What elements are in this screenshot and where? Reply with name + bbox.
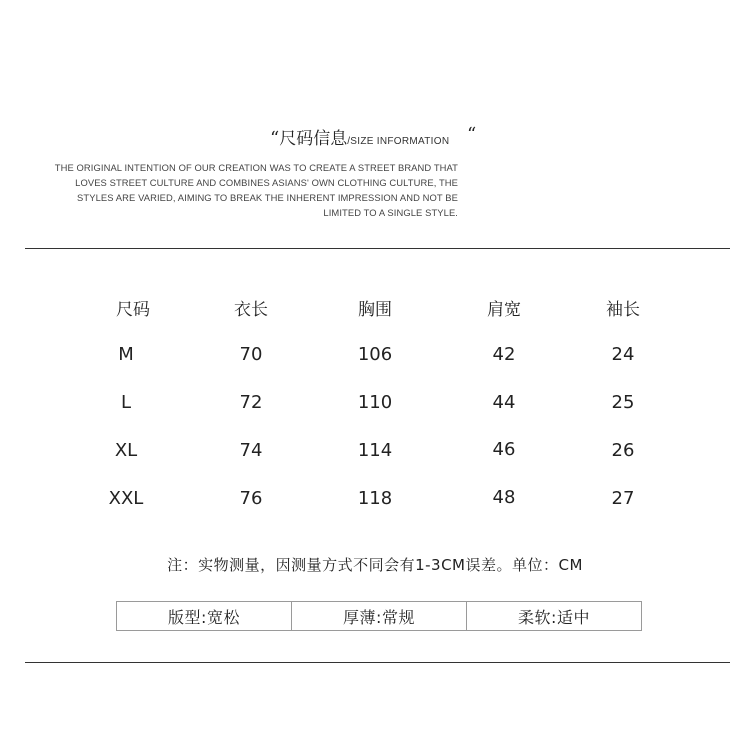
header-length: 衣长 — [234, 300, 268, 320]
header-size: 尺码 — [116, 300, 150, 320]
title-chinese: 尺码信息 — [279, 129, 348, 149]
cell-sleeve: 24 — [611, 344, 635, 365]
open-quote: “ — [270, 128, 280, 149]
cell-length: 76 — [239, 488, 263, 509]
intro-line: LOVES STREET CULTURE AND COMBINES ASIANS' OWN CLOTHING CULTURE, THE — [75, 177, 458, 188]
cell-sleeve: 26 — [611, 440, 635, 461]
cell-size: M — [118, 344, 134, 365]
cell-chest: 106 — [357, 344, 393, 365]
bottom-divider — [25, 662, 730, 663]
page-title — [270, 124, 449, 149]
cell-sleeve: 27 — [611, 488, 635, 509]
attribute-thickness: 厚薄:常规 — [291, 602, 466, 630]
cell-size: XXL — [108, 488, 144, 509]
attribute-softness: 柔软:适中 — [466, 602, 641, 630]
header-chest: 胸围 — [358, 300, 392, 320]
cell-shoulder: 44 — [492, 392, 516, 413]
size-info-header — [0, 124, 750, 154]
cell-sleeve: 25 — [611, 392, 635, 413]
attribute-fit: 版型:宽松 — [168, 607, 240, 627]
header-sleeve: 袖长 — [606, 300, 640, 320]
measurement-note: 注：实物测量，因测量方式不同会有1-3CM误差。单位：CM — [167, 556, 583, 574]
cell-length: 70 — [239, 344, 263, 365]
cell-shoulder: 46 — [492, 439, 516, 460]
intro-line: THE ORIGINAL INTENTION OF OUR CREATION WAS TO CREATE A STREET BRAND THAT — [54, 162, 458, 173]
intro-paragraph — [18, 160, 458, 220]
cell-chest: 110 — [357, 392, 393, 413]
top-divider — [25, 248, 730, 249]
cell-chest: 118 — [357, 488, 393, 509]
cell-shoulder: 42 — [492, 344, 516, 365]
cell-shoulder: 48 — [492, 487, 516, 508]
cell-chest: 114 — [357, 440, 393, 461]
title-english: /SIZE INFORMATION — [347, 136, 450, 147]
cell-size: L — [120, 392, 132, 413]
intro-line: STYLES ARE VARIED, AIMING TO BREAK THE INHERENT IMPRESSION AND NOT BE — [77, 192, 458, 203]
close-quote: “ — [467, 124, 477, 145]
cell-length: 72 — [239, 392, 263, 413]
attribute-bar — [116, 601, 642, 631]
intro-line: LIMITED TO A SINGLE STYLE. — [323, 207, 458, 218]
header-shoulder: 肩宽 — [487, 300, 521, 320]
cell-length: 74 — [239, 440, 263, 461]
cell-size: XL — [114, 440, 138, 461]
